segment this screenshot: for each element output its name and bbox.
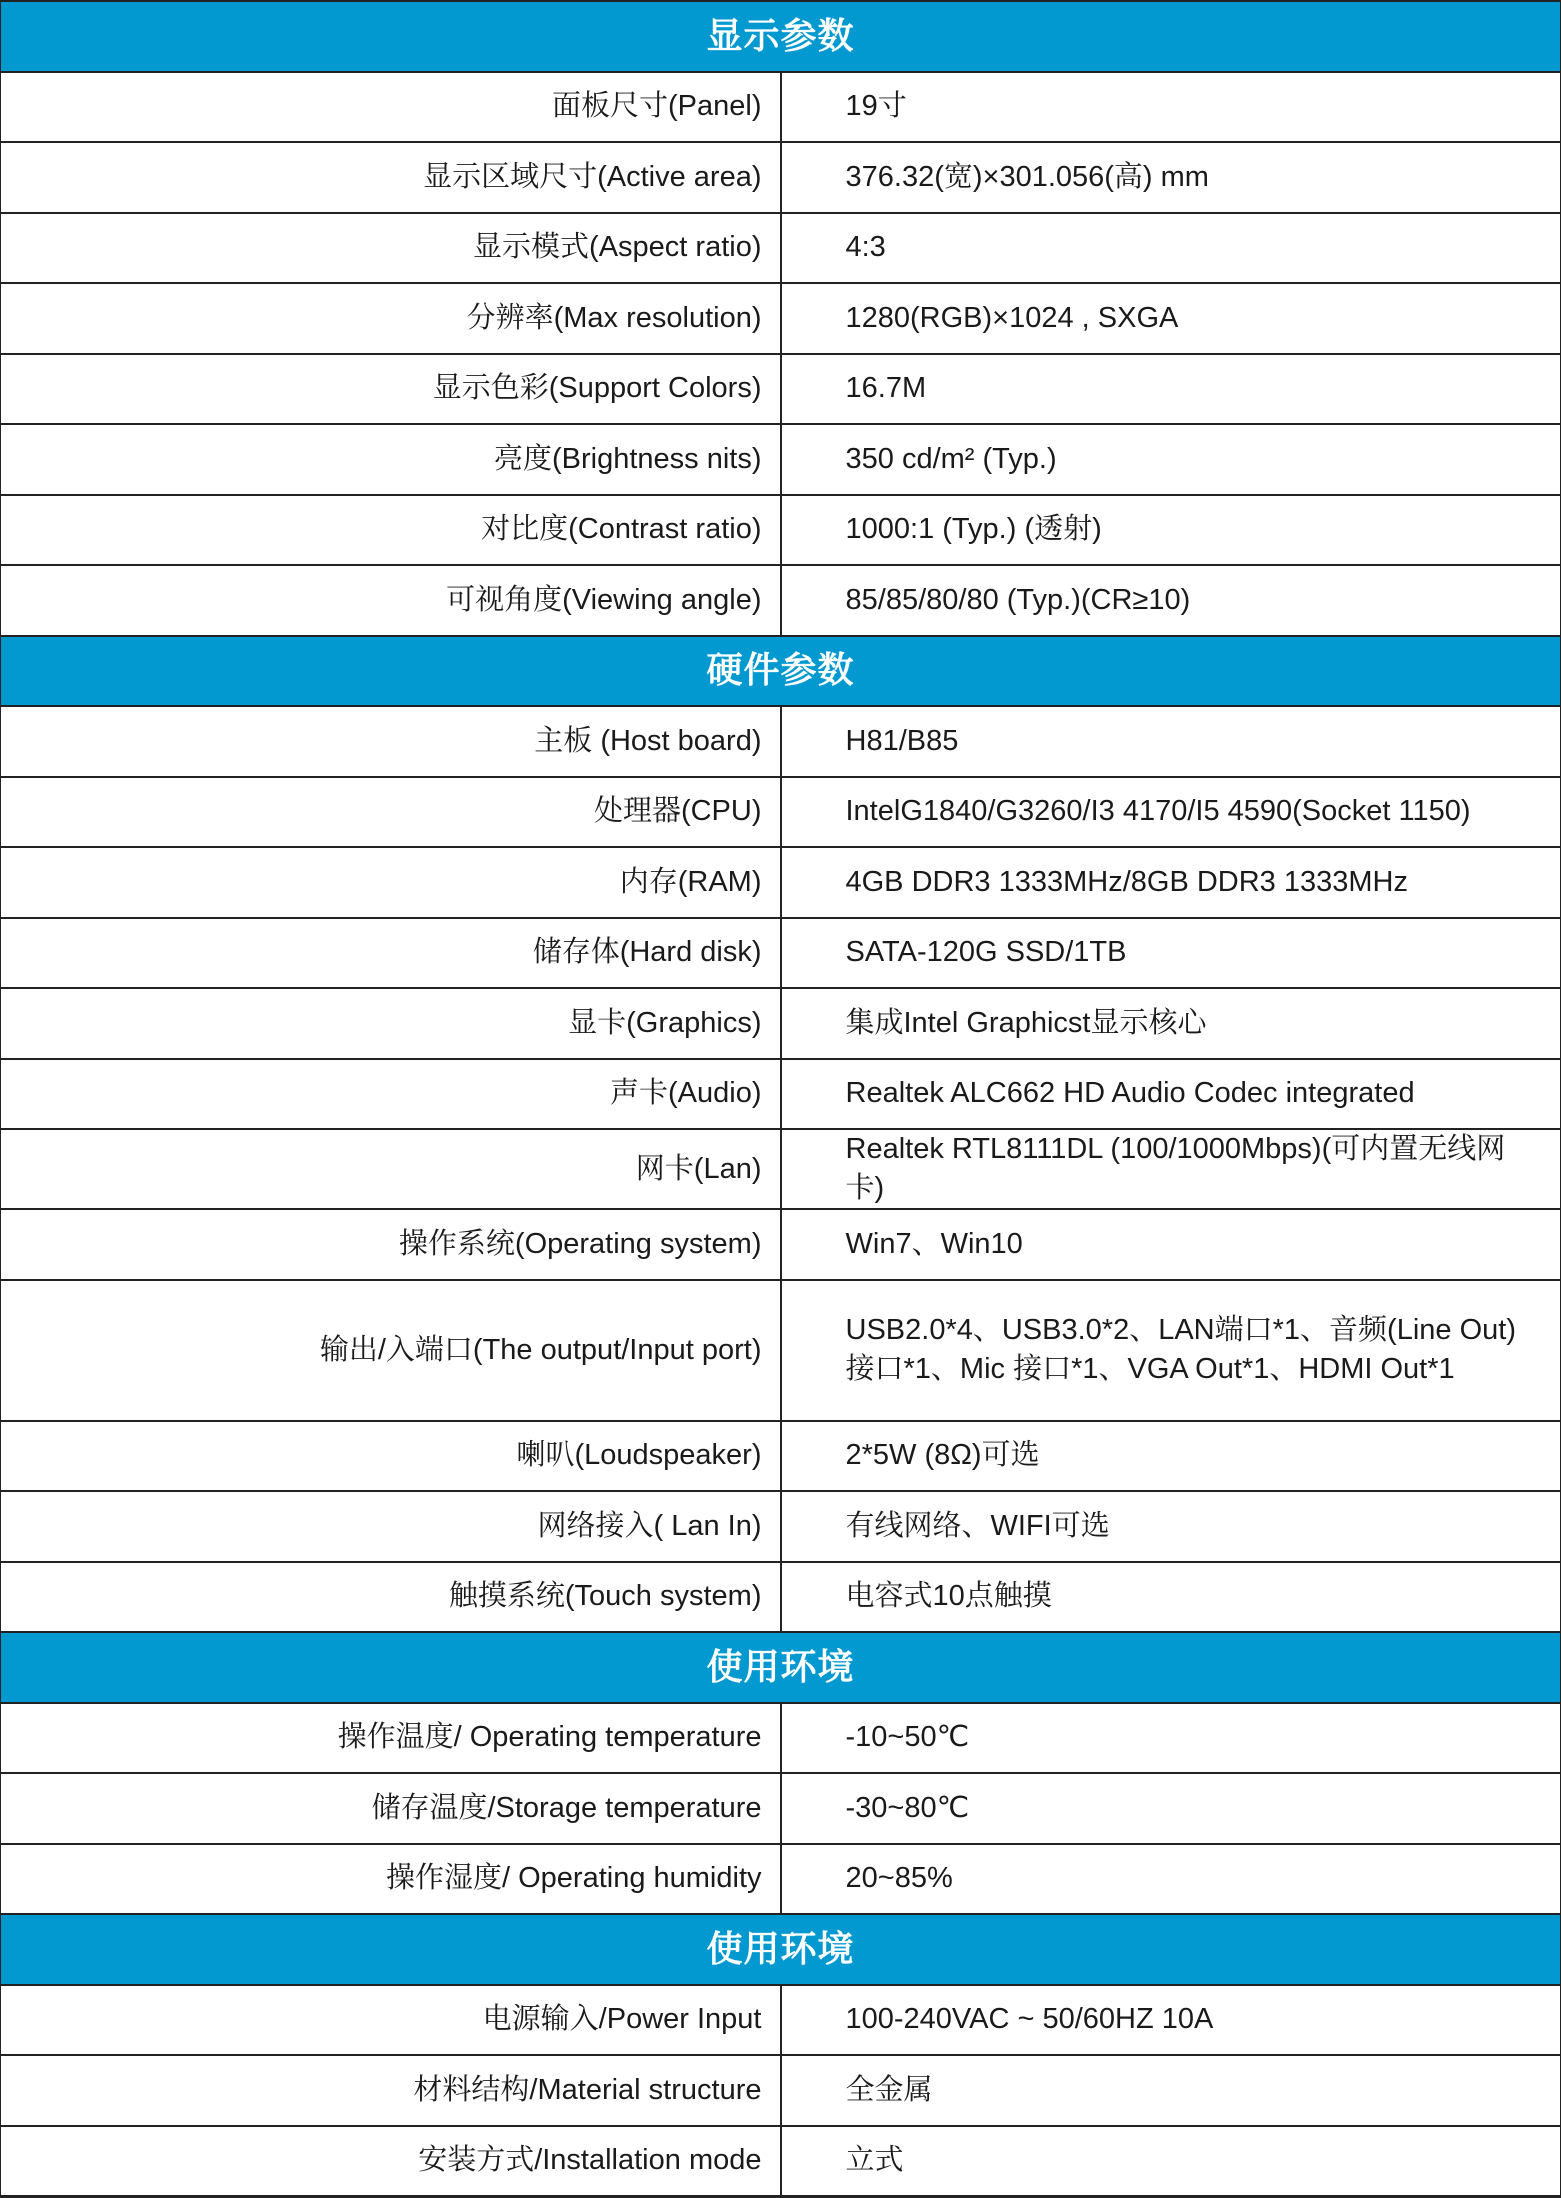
section-title: 使用环境 [1, 1632, 1561, 1703]
section-header-row [1, 1, 1561, 72]
spec-row [1, 2126, 1561, 2197]
spec-label: 触摸系统(Touch system) [1, 1562, 781, 1633]
spec-label: 显示色彩(Support Colors) [1, 354, 781, 425]
spec-label: 输出/入端口(The output/Input port) [1, 1280, 781, 1421]
spec-value: 集成Intel Graphicst显示核心 [781, 988, 1561, 1059]
spec-value: 376.32(宽)×301.056(高) mm [781, 142, 1561, 213]
spec-label: 电源输入/Power Input [1, 1985, 781, 2056]
spec-row [1, 1703, 1561, 1774]
spec-label: 储存温度/Storage temperature [1, 1773, 781, 1844]
section-header-row [1, 636, 1561, 707]
spec-label: 材料结构/Material structure [1, 2055, 781, 2126]
spec-row [1, 1059, 1561, 1130]
spec-value: 2*5W (8Ω)可选 [781, 1421, 1561, 1492]
spec-value: 100-240VAC ~ 50/60HZ 10A [781, 1985, 1561, 2056]
spec-value: Realtek RTL8111DL (100/1000Mbps)(可内置无线网卡) [781, 1129, 1561, 1209]
spec-row [1, 142, 1561, 213]
section-header-row [1, 1632, 1561, 1703]
spec-value: Realtek ALC662 HD Audio Codec integrated [781, 1059, 1561, 1130]
spec-value: 1000:1 (Typ.) (透射) [781, 495, 1561, 566]
spec-row [1, 1209, 1561, 1280]
spec-label: 显卡(Graphics) [1, 988, 781, 1059]
spec-row [1, 1280, 1561, 1421]
section-title: 显示参数 [1, 1, 1561, 72]
spec-label: 网络接入( Lan In) [1, 1491, 781, 1562]
spec-row [1, 918, 1561, 989]
spec-row [1, 988, 1561, 1059]
spec-row [1, 424, 1561, 495]
spec-label: 储存体(Hard disk) [1, 918, 781, 989]
spec-label: 声卡(Audio) [1, 1059, 781, 1130]
spec-value: 350 cd/m² (Typ.) [781, 424, 1561, 495]
spec-value: IntelG1840/G3260/I3 4170/I5 4590(Socket 1150) [781, 777, 1561, 848]
spec-row [1, 283, 1561, 354]
spec-row [1, 2055, 1561, 2126]
spec-label: 内存(RAM) [1, 847, 781, 918]
spec-value: 20~85% [781, 1844, 1561, 1915]
spec-row [1, 354, 1561, 425]
spec-row [1, 706, 1561, 777]
spec-table-body [1, 1, 1561, 2196]
spec-row [1, 1985, 1561, 2056]
spec-value: Win7、Win10 [781, 1209, 1561, 1280]
spec-label: 操作系统(Operating system) [1, 1209, 781, 1280]
section-header-row [1, 1914, 1561, 1985]
spec-label: 喇叭(Loudspeaker) [1, 1421, 781, 1492]
spec-value: H81/B85 [781, 706, 1561, 777]
spec-value: 有线网络、WIFI可选 [781, 1491, 1561, 1562]
section-title: 硬件参数 [1, 636, 1561, 707]
spec-label: 处理器(CPU) [1, 777, 781, 848]
spec-row [1, 777, 1561, 848]
spec-value: 立式 [781, 2126, 1561, 2197]
spec-row [1, 1844, 1561, 1915]
spec-row [1, 213, 1561, 284]
spec-label: 操作湿度/ Operating humidity [1, 1844, 781, 1915]
spec-label: 网卡(Lan) [1, 1129, 781, 1209]
spec-row [1, 847, 1561, 918]
spec-label: 亮度(Brightness nits) [1, 424, 781, 495]
spec-value: 1280(RGB)×1024 , SXGA [781, 283, 1561, 354]
spec-value: 电容式10点触摸 [781, 1562, 1561, 1633]
spec-label: 操作温度/ Operating temperature [1, 1703, 781, 1774]
section-title: 使用环境 [1, 1914, 1561, 1985]
spec-value: 全金属 [781, 2055, 1561, 2126]
spec-label: 安装方式/Installation mode [1, 2126, 781, 2197]
spec-label: 显示模式(Aspect ratio) [1, 213, 781, 284]
spec-row [1, 72, 1561, 143]
spec-row [1, 1129, 1561, 1209]
spec-value: SATA-120G SSD/1TB [781, 918, 1561, 989]
spec-label: 主板 (Host board) [1, 706, 781, 777]
spec-row [1, 1491, 1561, 1562]
spec-row [1, 495, 1561, 566]
spec-value: 19寸 [781, 72, 1561, 143]
spec-row [1, 1562, 1561, 1633]
spec-value: USB2.0*4、USB3.0*2、LAN端口*1、音频(Line Out)接口*1、Mic 接口*1、VGA Out*1、HDMI Out*1 [781, 1280, 1561, 1421]
spec-row [1, 1773, 1561, 1844]
spec-value: 4GB DDR3 1333MHz/8GB DDR3 1333MHz [781, 847, 1561, 918]
spec-value: 16.7M [781, 354, 1561, 425]
spec-value: -10~50℃ [781, 1703, 1561, 1774]
spec-row [1, 565, 1561, 636]
spec-label: 对比度(Contrast ratio) [1, 495, 781, 566]
spec-row [1, 1421, 1561, 1492]
spec-label: 可视角度(Viewing angle) [1, 565, 781, 636]
spec-value: 4:3 [781, 213, 1561, 284]
spec-label: 分辨率(Max resolution) [1, 283, 781, 354]
spec-value: 85/85/80/80 (Typ.)(CR≥10) [781, 565, 1561, 636]
spec-label: 面板尺寸(Panel) [1, 72, 781, 143]
spec-value: -30~80℃ [781, 1773, 1561, 1844]
spec-label: 显示区域尺寸(Active area) [1, 142, 781, 213]
